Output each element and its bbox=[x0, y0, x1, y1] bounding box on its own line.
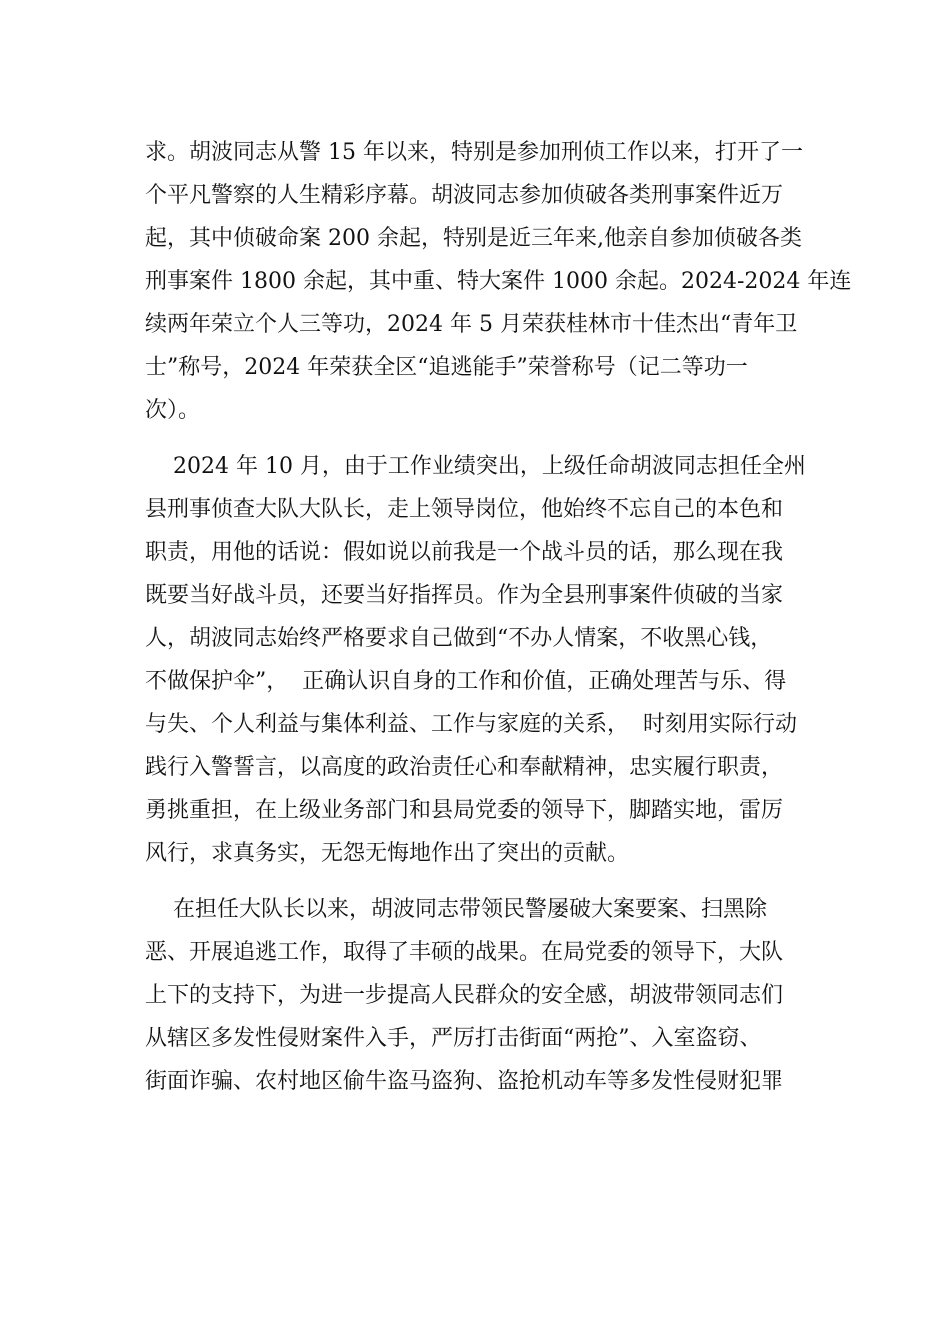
body-text bbox=[145, 131, 852, 1103]
text-line: 职责，用他的话说：假如说以前我是一个战斗员的话，那么现在我 bbox=[145, 540, 784, 565]
text-line: 风行，求真务实，无怨无悔地作出了突出的贡献。 bbox=[145, 841, 630, 866]
paragraph-3 bbox=[145, 888, 805, 1103]
text-line: 不做保护伞”， 正确认识自身的工作和价值，正确处理苦与乐、得 bbox=[145, 669, 787, 694]
text-line: 续两年荣立个人三等功，2024 年 5 月荣获桂林市十佳杰出“青年卫 bbox=[145, 312, 798, 337]
text-line: 践行入警誓言，以高度的政治责任心和奉献精神，忠实履行职责， bbox=[145, 755, 784, 780]
text-line: 2024 年 10 月，由于工作业绩突出，上级任命胡波同志担任全州 bbox=[145, 454, 806, 479]
text-line: 人，胡波同志始终严格要求自己做到“不办人情案，不收黑心钱， bbox=[145, 626, 773, 651]
paragraph-1 bbox=[145, 131, 852, 432]
text-line: 与失、个人利益与集体利益、工作与家庭的关系， 时刻用实际行动 bbox=[145, 712, 797, 737]
text-line: 求。胡波同志从警 15 年以来，特别是参加刑侦工作以来，打开了一 bbox=[145, 140, 803, 165]
text-line: 起，其中侦破命案 200 余起，特别是近三年来,他亲自参加侦破各类 bbox=[145, 226, 802, 251]
text-line: 街面诈骗、农村地区偷牛盗马盗狗、盗抢机动车等多发性侵财犯罪 bbox=[145, 1069, 784, 1094]
text-line: 在担任大队长以来，胡波同志带领民警屡破大案要案、扫黑除 bbox=[145, 897, 767, 922]
text-line: 个平凡警察的人生精彩序幕。胡波同志参加侦破各类刑事案件近万 bbox=[145, 183, 784, 208]
text-line: 勇挑重担，在上级业务部门和县局党委的领导下，脚踏实地，雷厉 bbox=[145, 798, 784, 823]
text-line: 从辖区多发性侵财案件入手，严厉打击街面“两抢”、入室盗窃、 bbox=[145, 1026, 762, 1051]
text-line: 士”称号，2024 年荣获全区“追逃能手”荣誉称号（记二等功一 bbox=[145, 355, 748, 380]
paragraph-spacing bbox=[145, 432, 805, 445]
text-line: 恶、开展追逃工作，取得了丰硕的战果。在局党委的领导下，大队 bbox=[145, 940, 784, 965]
paragraph-spacing bbox=[145, 875, 805, 888]
text-line: 上下的支持下，为进一步提高人民群众的安全感，胡波带领同志们 bbox=[145, 983, 784, 1008]
paragraph-2 bbox=[145, 445, 805, 875]
text-line: 次）。 bbox=[145, 398, 201, 423]
text-line: 刑事案件 1800 余起，其中重、特大案件 1000 余起。2024-2024 年连 bbox=[145, 269, 852, 294]
text-line: 县刑事侦查大队大队长，走上领导岗位，他始终不忘自己的本色和 bbox=[145, 497, 784, 522]
text-line: 既要当好战斗员，还要当好指挥员。作为全县刑事案件侦破的当家 bbox=[145, 583, 784, 608]
